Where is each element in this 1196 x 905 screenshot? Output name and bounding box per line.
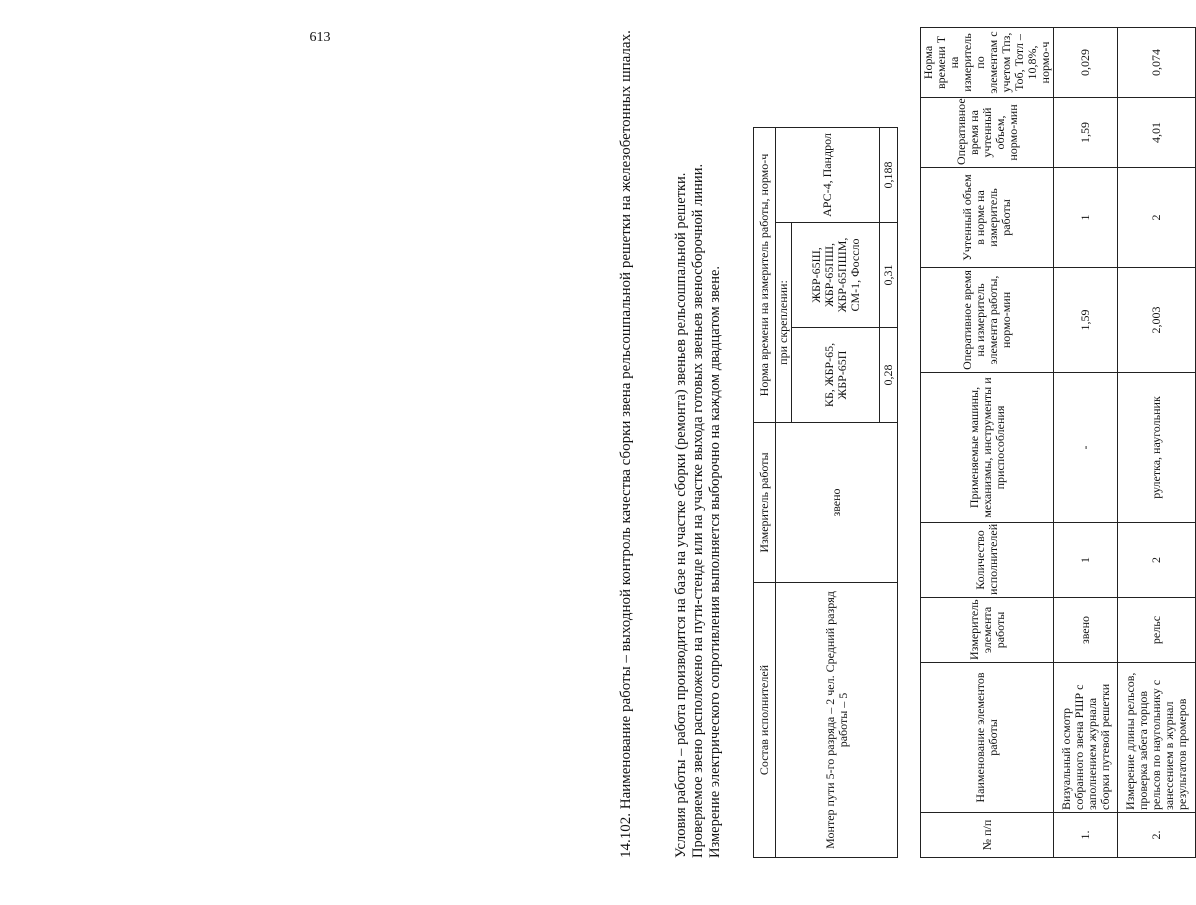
staff-header: Состав исполнителей	[754, 583, 776, 858]
rotated-page-content	[615, 28, 1189, 858]
table-row	[1118, 28, 1196, 858]
column-header: Оперативное время на измеритель элемента работы, нормо-мин	[921, 268, 1054, 373]
meter-cell: звено	[776, 423, 898, 583]
operative-time: 2,003	[1118, 268, 1196, 373]
norm-value-cell: 0,188	[880, 128, 898, 223]
performer-count: 1	[1054, 523, 1118, 598]
time-norm: 0,029	[1054, 28, 1118, 98]
operations-table	[920, 27, 1196, 858]
norm-header: Норма времени на измеритель работы, нормо-ч	[754, 128, 776, 423]
counted-volume: 2	[1118, 168, 1196, 268]
time-norm: 0,074	[1118, 28, 1196, 98]
element-name: Визуальный осмотр собранного звена РШР с заполнением журнала сборки путевой решетки	[1054, 663, 1118, 813]
performer-count: 2	[1118, 523, 1196, 598]
column-header: Количество исполнителей	[921, 523, 1054, 598]
column-header: Наименование элементов работы	[921, 663, 1054, 813]
staff-cell: Монтер пути 5-го разряда – 2 чел. Средний разряд работы – 5	[776, 583, 898, 858]
operative-time: 1,59	[1054, 268, 1118, 373]
fastening-type-cell: АРС-4, Пандрол	[776, 128, 880, 223]
column-header: Норма времени T на измеритель по элементам с учетом Тпз, Тоб, Тотл – 10,8%, нормо-ч	[921, 28, 1054, 98]
table-row	[1054, 28, 1118, 858]
column-header: Применяемые машины, механизмы, инструменты и приспособления	[921, 373, 1054, 523]
column-header: Учтенный объем в норме на измеритель работы	[921, 168, 1054, 268]
fastening-type-cell: КБ, ЖБР-65, ЖБР-65П	[792, 328, 880, 423]
operative-time-volume: 1,59	[1054, 98, 1118, 168]
norm-value-cell: 0,31	[880, 223, 898, 328]
operative-time-volume: 4,01	[1118, 98, 1196, 168]
page-number: 613	[309, 30, 331, 45]
meter-header: Измеритель работы	[754, 423, 776, 583]
norm-value-cell: 0,28	[880, 328, 898, 423]
condition-line: Проверяемое звено расположено на пути-стенде или на участке выхода готовых звеньев звеносборочной линии.	[690, 163, 706, 858]
column-header: № п/п	[921, 813, 1054, 858]
work-conditions	[673, 28, 724, 858]
tools: рулетка, наугольник	[1118, 373, 1196, 523]
row-number: 1.	[1054, 813, 1118, 858]
condition-line: Условия работы – работа производится на базе на участке сборки (ремонта) звеньев рельсошпальной решетки.	[673, 172, 689, 858]
condition-line: Измерение электрического сопротивления выполняется выборочно на каждом двадцатом звене.	[707, 265, 723, 858]
element-name: Измерение длины рельсов, проверка забега торцов рельсов по наугольнику с занесением в журнал результатов промеров	[1118, 663, 1196, 813]
work-heading: 14.102. Наименование работы – выходной контроль качества сборки звена рельсошпальной решетки на железобетонных шпалах.	[618, 30, 634, 858]
element-unit: звено	[1054, 598, 1118, 663]
counted-volume: 1	[1054, 168, 1118, 268]
tools: -	[1054, 373, 1118, 523]
column-header: Оперативное время на учтенный объем, нормо-мин	[921, 98, 1054, 168]
staff-norm-table	[753, 127, 898, 858]
element-unit: рельс	[1118, 598, 1196, 663]
fastening-type-cell: ЖБР-65Ш, ЖБР-65ПШ, ЖБР-65ПШМ, СМ-1, Фоссло	[792, 223, 880, 328]
column-header: Измеритель элемента работы	[921, 598, 1054, 663]
row-number: 2.	[1118, 813, 1196, 858]
fastening-header: при скреплении:	[776, 223, 792, 423]
